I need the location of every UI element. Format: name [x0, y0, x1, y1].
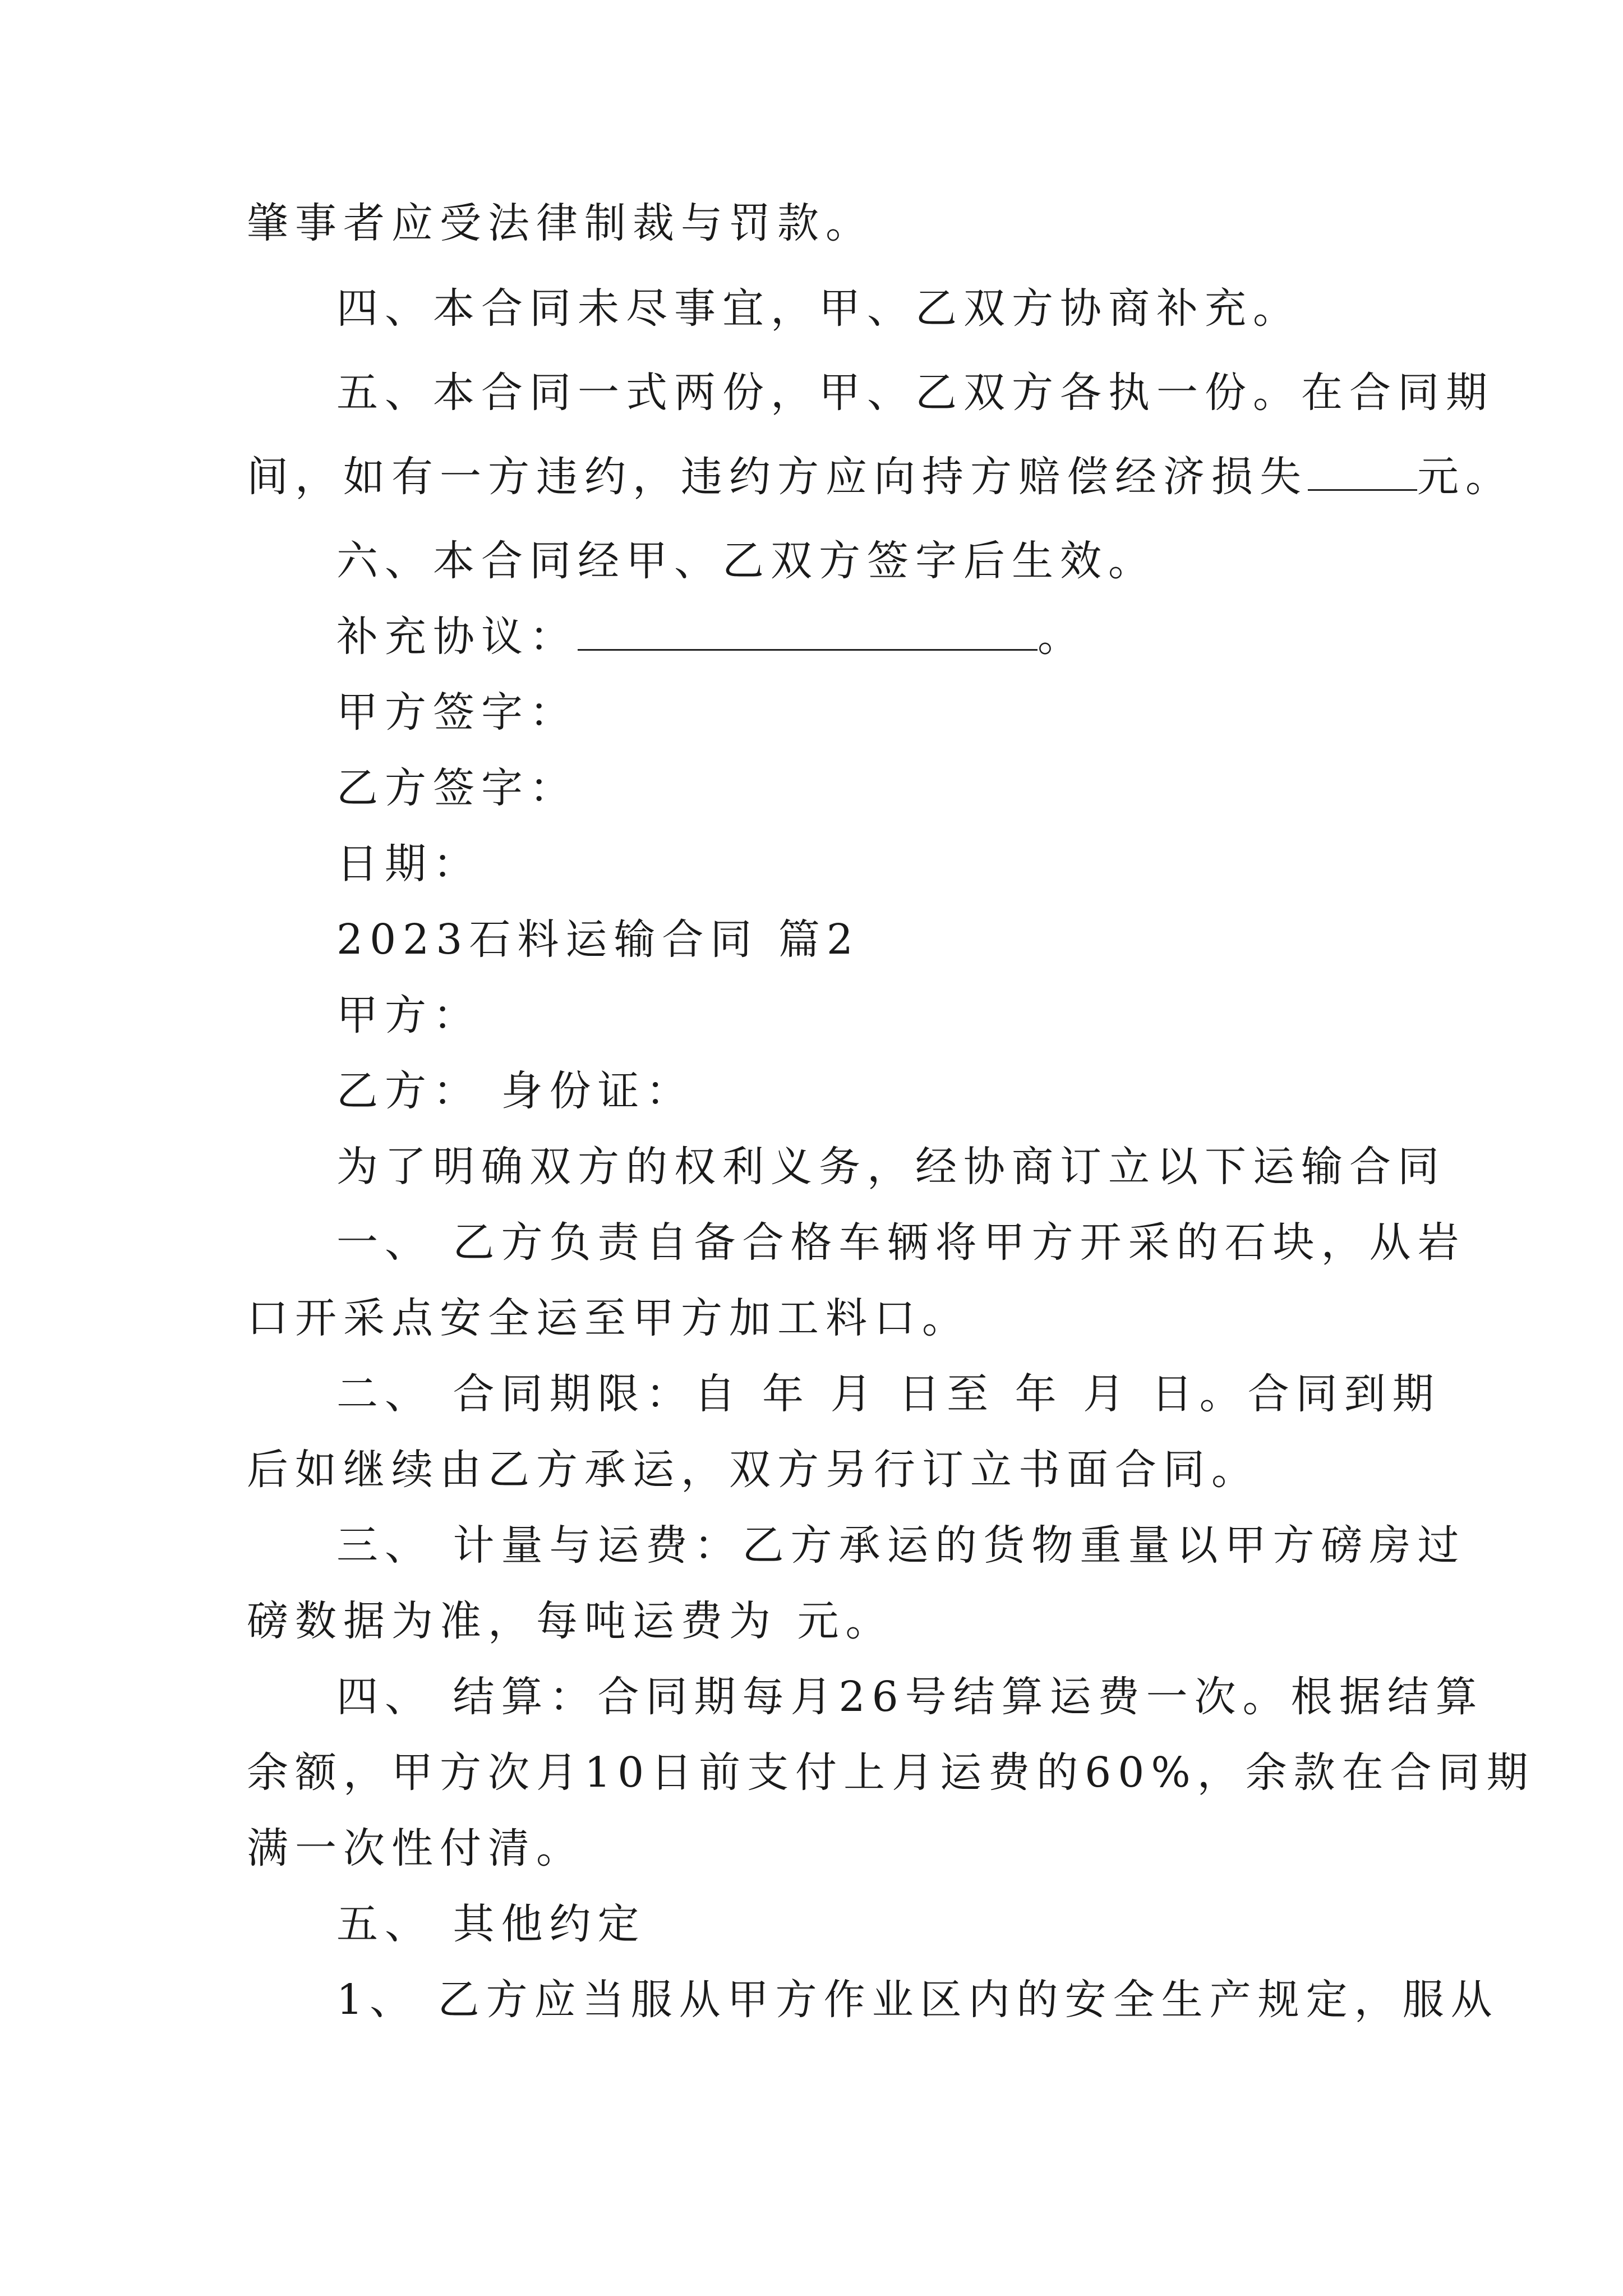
text-segment: 元。: [1417, 453, 1514, 501]
supplement-line: [336, 609, 1086, 665]
date-line: 日期：: [336, 840, 481, 888]
text-segment: 。: [1038, 613, 1086, 661]
blank-field: [1308, 453, 1417, 491]
supplement-label: 补充协议：: [336, 613, 578, 661]
party-b: 乙方： 身份证：: [336, 1067, 694, 1115]
party-b-signature: 乙方签字：: [336, 764, 578, 812]
clause-four: 四、本合同未尽事宜，甲、乙双方协商补充。: [336, 284, 1301, 333]
party-a-signature: 甲方签字：: [336, 688, 578, 737]
article-four: 四、 结算：合同期每月26号结算运费一次。根据结算: [336, 1673, 1484, 1721]
text-line: [247, 449, 1514, 505]
text-line: 肇事者应受法律制裁与罚款。: [247, 199, 874, 247]
party-a: 甲方：: [336, 991, 481, 1039]
text-line: 后如继续由乙方承运，双方另行订立书面合同。: [247, 1446, 1260, 1494]
text-segment: 间，如有一方违约，违约方应向持方赔偿经济损失: [247, 453, 1308, 501]
text-line: 磅数据为准，每吨运费为 元。: [247, 1597, 894, 1645]
clause-five: 五、本合同一式两份，甲、乙双方各执一份。在合同期: [336, 369, 1494, 417]
article-two: 二、 合同期限：自 年 月 日至 年 月 日。合同到期: [336, 1370, 1441, 1418]
text-line: 满一次性付清。: [247, 1824, 584, 1872]
article-five: 五、 其他约定: [336, 1900, 646, 1948]
article-one: 一、 乙方负责自备合格车辆将甲方开采的石块，从岩: [336, 1218, 1466, 1267]
item-one: 1、 乙方应当服从甲方作业区内的安全生产规定，服从: [336, 1976, 1499, 2024]
preamble: 为了明确双方的权利义务，经协商订立以下运输合同: [336, 1143, 1446, 1191]
text-line: 口开采点安全运至甲方加工料口。: [247, 1294, 970, 1342]
section-title: 2023石料运输合同 篇2: [336, 915, 860, 964]
blank-field: [578, 613, 1038, 651]
article-three: 三、 计量与运费：乙方承运的货物重量以甲方磅房过: [336, 1521, 1466, 1570]
clause-six: 六、本合同经甲、乙双方签字后生效。: [336, 537, 1156, 585]
text-line: 余额，甲方次月10日前支付上月运费的60%，余款在合同期: [247, 1749, 1535, 1797]
